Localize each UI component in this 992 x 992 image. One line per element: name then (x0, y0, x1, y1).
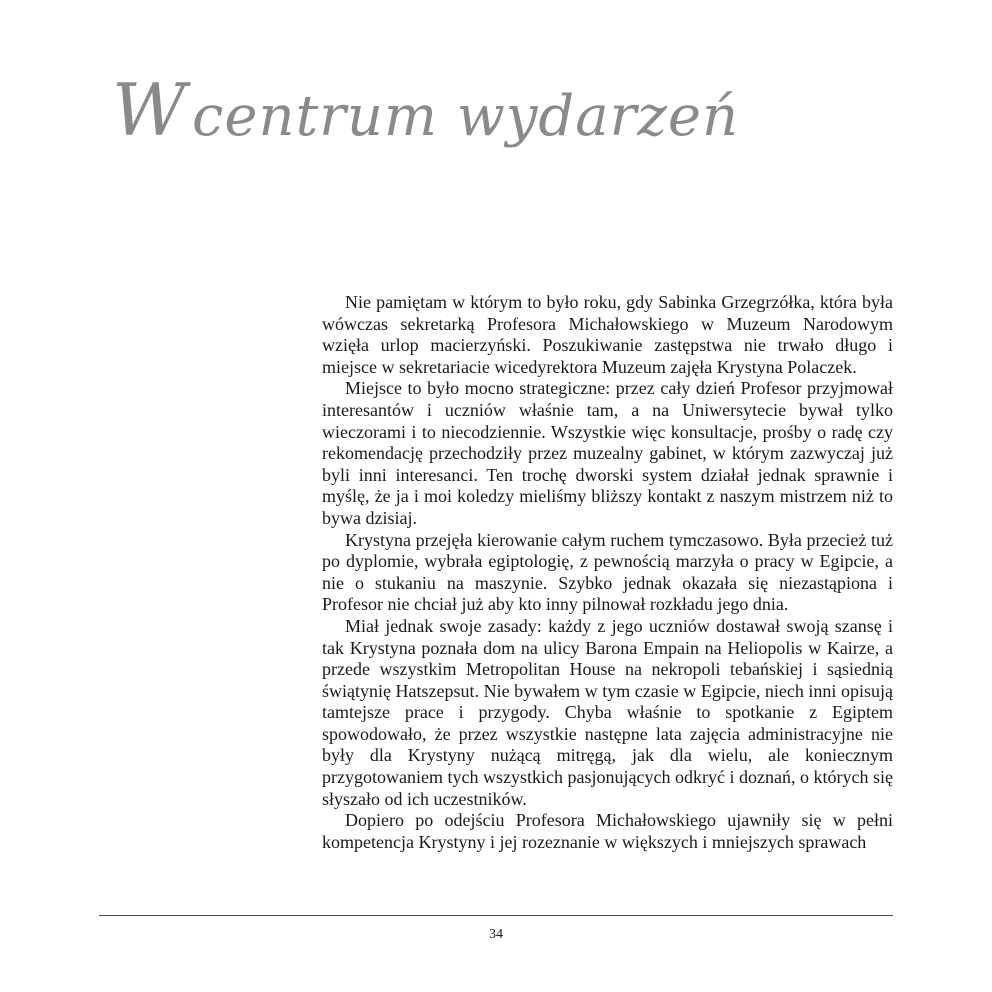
page-number: 34 (489, 927, 503, 942)
paragraph: Krystyna przejęła kierowanie całym ruchem tymczasowo. Była przecież tuż po dyplomie, wybrała egiptologię, z pewnością marzyła o pracy w Egipcie, a nie o stukaniu na maszynie. Szybko jednak okazała się niezastąpiona i Profesor nie chciał już aby kto inny pilnował rozkładu jego dnia. (322, 529, 893, 615)
paragraph: Miał jednak swoje zasady: każdy z jego uczniów dostawał swoją szansę i tak Krystyna poznała dom na ulicy Barona Empain na Heliopolis w Kairze, a przede wszystkim Metropolitan House na nekropoli tebańskiej i sąsiednią świątynię Hatszepsut. Nie bywałem w tym czasie w Egipcie, niech inni opisują tamtejsze prace i przygody. Chyba właśnie to spotkanie z Egiptem spowodowało, że przez wszystkie następne lata zajęcia administracyjne nie były dla Krystyny nużącą mitręgą, jak dla wielu, ale koniecznym przygotowaniem tych wszystkich pasjonujących odkryć i doznań, o których się słyszało od ich uczestników. (322, 615, 893, 809)
chapter-title-text: centrum wydarzeń (192, 84, 740, 149)
paragraph: Nie pamiętam w którym to było roku, gdy Sabinka Grzegrzółka, która była wówczas sekretarką Profesora Michałowskiego w Muzeum Narodowym wzięła urlop macierzyński. Poszukiwanie zastępstwa nie trwało długo i miejsce w sekretariacie wicedyrektora Muzeum zajęła Krystyna Polaczek. (322, 292, 893, 377)
chapter-title (112, 70, 739, 157)
paragraph: Miejsce to było mocno strategiczne: przez cały dzień Profesor przyjmował interesantów i uczniów właśnie tam, a na Uniwersytecie bywał tylko wieczorami i to niecodziennie. Wszystkie więc konsultacje, prośby o radę czy rekomendację przechodziły przez muzealny gabinet, w którym zazwyczaj już byli inni interesanci. Ten trochę dworski system działał jednak sprawnie i myślę, że ja i moi koledzy mieliśmy bliższy kontakt z naszym mistrzem niż to bywa dzisiaj. (322, 378, 893, 528)
body-text (322, 292, 893, 853)
chapter-title-initial: W (112, 68, 187, 152)
footer-rule (99, 915, 893, 916)
paragraph: Dopiero po odejściu Profesora Michałowskiego ujawniły się w pełni kompetencja Krystyny i jej rozeznanie w większych i mniejszych sprawach (322, 810, 893, 852)
